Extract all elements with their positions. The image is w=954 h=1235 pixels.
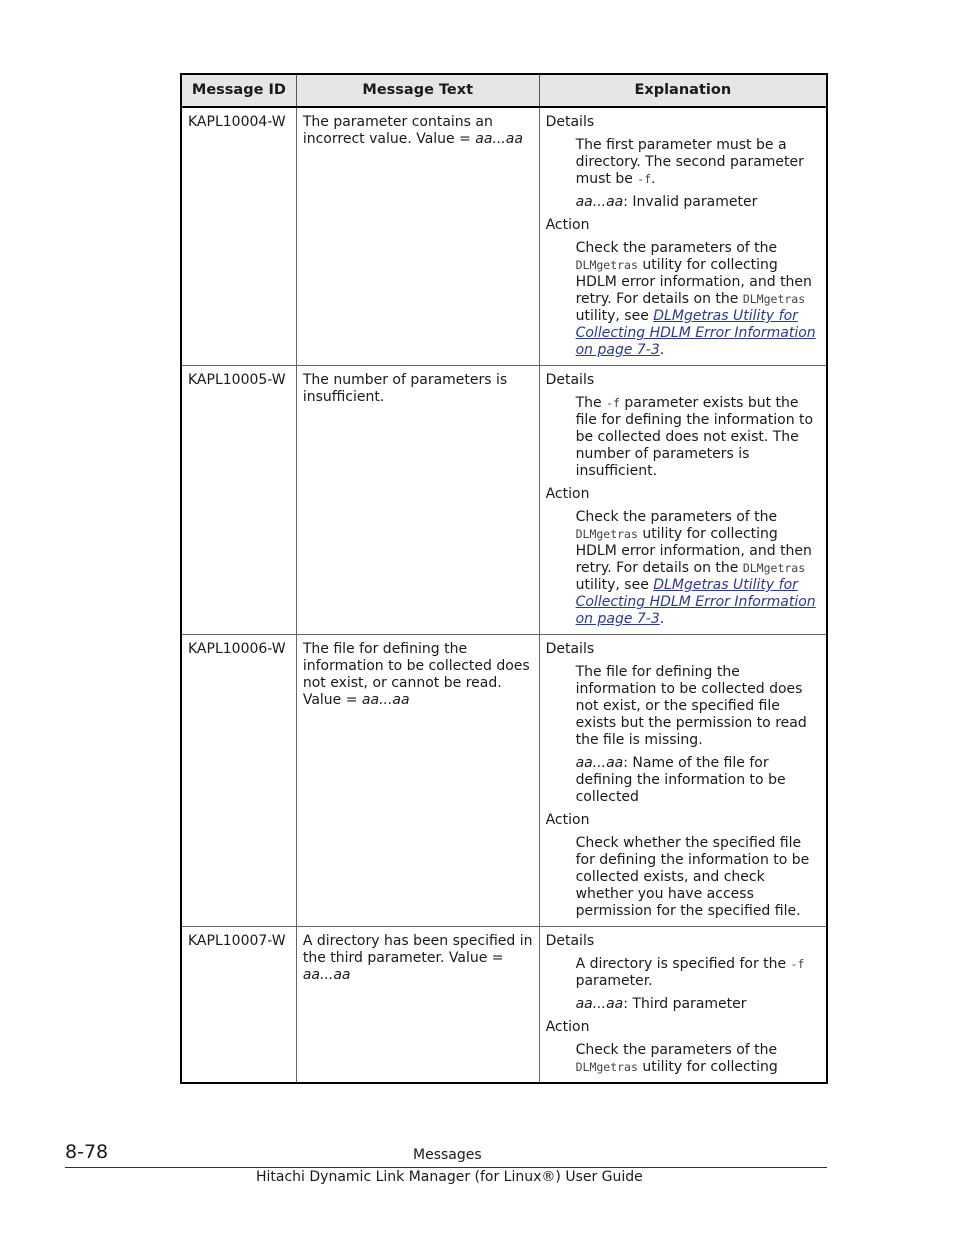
table-row <box>181 635 827 927</box>
explanation-cell <box>539 107 827 366</box>
table-row <box>181 927 827 1084</box>
table-header-row <box>181 74 827 107</box>
option-code: -f <box>637 172 652 186</box>
details-end: . <box>651 171 656 187</box>
details-text <box>576 956 821 990</box>
messages-table <box>180 73 828 1084</box>
details-label: Details <box>545 933 595 949</box>
message-text: The file for defining the information to be collected does not exist, or cannot be read. Value = <box>302 641 530 708</box>
action-part-2: utility for collecting HDLM error information, and then retry. For details on the <box>575 526 812 576</box>
message-text: The parameter contains an incorrect value. Value = <box>302 114 493 147</box>
variable-name: aa...aa <box>575 755 624 771</box>
action-part-2: utility for collecting HDLM error information, and then retry. For details on the <box>575 257 812 307</box>
variable-desc: : Name of the file for defining the information to be collected <box>575 755 786 805</box>
details-end: parameter. <box>575 973 653 989</box>
utility-code: DLMgetras <box>575 1060 638 1074</box>
footer-divider <box>65 1167 827 1168</box>
footer-section-name: Messages <box>413 1147 482 1163</box>
variable-description <box>576 996 821 1013</box>
message-id-cell: KAPL10007-W <box>181 927 296 1084</box>
details-label: Details <box>545 372 595 388</box>
header-message-id: Message ID <box>181 74 296 107</box>
explanation-cell <box>539 927 827 1084</box>
dlmgetras-reference-link[interactable]: DLMgetras Utility for Collecting HDLM Error Information on page 7-3 <box>575 308 816 358</box>
option-code: -f <box>790 957 805 971</box>
action-label: Action <box>545 217 590 233</box>
message-id-cell: KAPL10005-W <box>181 366 296 635</box>
action-text <box>576 1042 821 1076</box>
details-body: parameter exists but the file for defining the information to be collected does not exist. The number of parameters is insufficient. <box>575 395 814 479</box>
variable-name: aa...aa <box>575 194 624 210</box>
action-label: Action <box>545 486 590 502</box>
option-code: -f <box>606 396 620 410</box>
utility-code: DLMgetras <box>575 527 638 541</box>
message-id-cell: KAPL10004-W <box>181 107 296 366</box>
action-part-2: utility for collecting <box>637 1059 778 1075</box>
table-row <box>181 366 827 635</box>
action-text <box>576 509 821 628</box>
dlmgetras-reference-link[interactable]: DLMgetras Utility for Collecting HDLM Error Information on page 7-3 <box>575 577 816 627</box>
details-label: Details <box>545 641 595 657</box>
action-text: Check whether the specified file for defining the information to be collected exists, and check whether you have access permission for the specified file. <box>575 835 810 919</box>
message-text-cell <box>296 635 539 927</box>
details-pre: The <box>575 395 607 411</box>
explanation-cell <box>539 635 827 927</box>
details-text <box>576 395 821 480</box>
details-text <box>576 137 821 188</box>
action-part-1: Check the parameters of the <box>575 509 778 525</box>
utility-code: DLMgetras <box>575 258 638 272</box>
message-text-cell: The number of parameters is insufficient. <box>296 366 539 635</box>
action-part-3: utility, see <box>575 577 654 593</box>
message-text-cell <box>296 927 539 1084</box>
message-id-cell: KAPL10006-W <box>181 635 296 927</box>
action-end: . <box>659 611 665 627</box>
page-number: 8-78 <box>65 1141 109 1163</box>
details-text: The file for defining the information to be collected does not exist, or the specified file exists but the permission to read the file is missing. <box>575 664 807 748</box>
message-text: A directory has been specified in the third parameter. Value = <box>302 933 533 966</box>
action-label: Action <box>545 1019 590 1035</box>
details-body: A directory is specified for the <box>575 956 791 972</box>
variable-name: aa...aa <box>575 996 624 1012</box>
variable-description <box>576 194 821 211</box>
action-end: . <box>659 342 665 358</box>
table-row <box>181 107 827 366</box>
variable-desc: : Third parameter <box>623 996 747 1012</box>
action-label: Action <box>545 812 590 828</box>
action-part-3: utility, see <box>575 308 654 324</box>
message-variable: aa...aa <box>475 131 523 147</box>
explanation-cell <box>539 366 827 635</box>
action-part-1: Check the parameters of the <box>575 1042 778 1058</box>
utility-code: DLMgetras <box>742 292 806 306</box>
footer-book-title: Hitachi Dynamic Link Manager (for Linux®) User Guide <box>256 1169 643 1185</box>
action-part-1: Check the parameters of the <box>575 240 778 256</box>
details-body: The first parameter must be a directory. The second parameter must be <box>575 137 804 187</box>
action-text <box>576 240 821 359</box>
utility-code: DLMgetras <box>742 561 806 575</box>
message-variable: aa...aa <box>302 967 351 983</box>
details-label: Details <box>545 114 595 130</box>
header-explanation: Explanation <box>539 74 827 107</box>
variable-description <box>576 755 821 806</box>
header-message-text: Message Text <box>296 74 539 107</box>
variable-desc: : Invalid parameter <box>623 194 758 210</box>
message-text-cell <box>296 107 539 366</box>
message-variable: aa...aa <box>361 692 410 708</box>
